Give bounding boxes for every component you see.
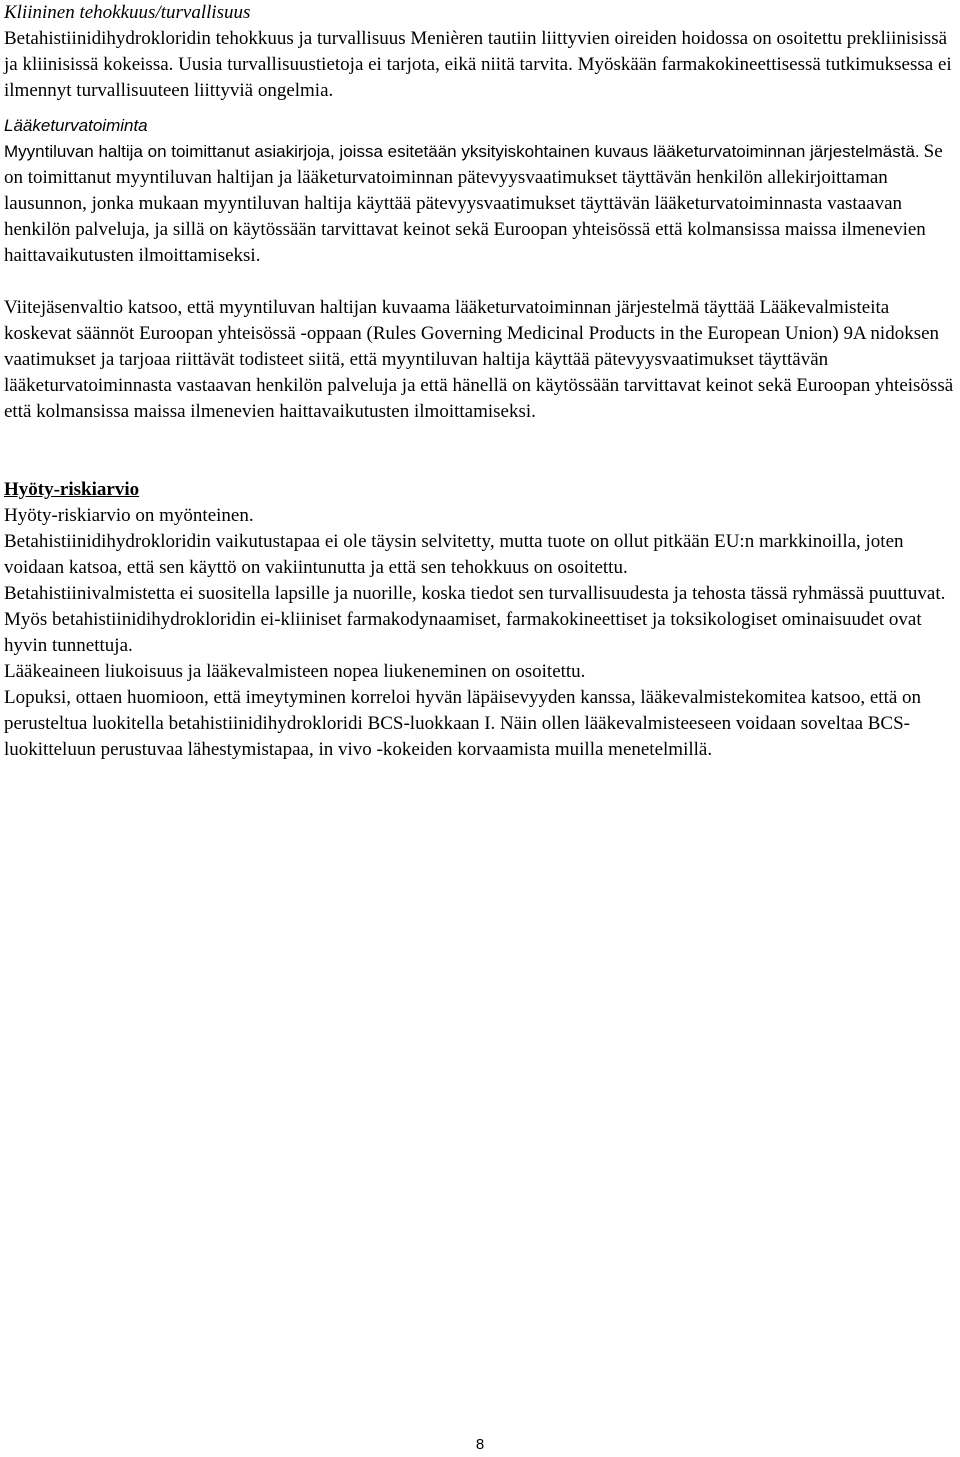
clinical-paragraph: Betahistiinidihydrokloridin tehokkuus ja turvallisuus Menièren tautiin liittyvien oireiden hoidossa on osoitettu prekliinisissä ja kliinisissä kokeissa. Uusia turvallisuustietoja ei tarjota, eikä niitä tarvita. Myöskään farmakokineettisessä tutkimuksessa ei ilmennyt turvallisuuteen liittyviä ongelmia.	[4, 28, 952, 101]
benefit-risk-line: Lääkeaineen liukoisuus ja lääkevalmisteen nopea liukeneminen on osoitettu.	[4, 661, 586, 682]
spacer	[4, 425, 956, 477]
benefit-risk-line: Betahistiinidihydrokloridin vaikutustapaa ei ole täysin selvitetty, mutta tuote on ollut pitkään EU:n markkinoilla, joten voidaan katsoa, että sen käyttö on vakiintunutta ja että sen tehokkuus on osoitettu.	[4, 531, 904, 578]
pharmacovigilance-paragraph	[4, 139, 956, 269]
page-number: 8	[475, 1436, 485, 1453]
benefit-risk-line: Lopuksi, ottaen huomioon, että imeytyminen korreloi hyvän läpäisevyyden kanssa, lääkevalmistekomitea katsoo, että on perusteltua luokitella betahistiinidihydrokloridi BCS-luokkaan I. Näin ollen lääkevalmisteeseen voidaan soveltaa BCS-luokitteluun perustuvaa lähestymistapaa, in vivo -kokeiden korvaamista muilla menetelmillä.	[4, 687, 922, 760]
pharmacovigilance-serif-text: Se on toimittanut myyntiluvan haltijan ja lääketurvatoiminnan pätevyysvaatimukset täyttävän henkilön allekirjoittaman lausunnon, jonka mukaan myyntiluvan haltija käyttää pätevyysvaatimukset täyttävän lääketurvatoiminnasta vastaavan henkilön palveluja, ja sillä on käytössään tarvittavat keinot sekä Euroopan yhteisössä että kolmansissa maissa ilmenevien haittavaikutusten ilmoittamiseksi.	[4, 141, 943, 266]
benefit-risk-line: Betahistiinivalmistetta ei suositella lapsille ja nuorille, koska tiedot sen turvallisuudesta ja tehosta tässä ryhmässä puuttuvat. Myös betahistiinidihydrokloridin ei-kliiniset farmakodynaamiset, farmakokineettiset ja toksikologiset ominaisuudet ovat hyvin tunnettuja.	[4, 583, 946, 656]
pharmacovigilance-heading: Lääketurvatoiminta	[4, 116, 148, 135]
clinical-heading: Kliininen tehokkuus/turvallisuus	[4, 2, 251, 23]
pharmacovigilance-sans-text: Myyntiluvan haltija on toimittanut asiakirjoja, joissa esitetään yksityiskohtainen kuvaus lääketurvatoiminnan järjestelmästä.	[4, 142, 920, 161]
spacer	[4, 269, 956, 295]
benefit-risk-heading: Hyöty-riskiarvio	[4, 479, 140, 500]
benefit-risk-line: Hyöty-riskiarvio on myönteinen.	[4, 505, 254, 526]
spacer	[4, 104, 956, 113]
document-page	[4, 0, 956, 763]
pharmacovigilance-paragraph-2: Viitejäsenvaltio katsoo, että myyntiluvan haltijan kuvaama lääketurvatoiminnan järjestelmä täyttää Lääkevalmisteita koskevat säännöt Euroopan yhteisössä -oppaan (Rules Governing Medicinal Products in the European Union) 9A nidoksen vaatimukset ja tarjoaa riittävät todisteet siitä, että myyntiluvan haltija käyttää pätevyysvaatimukset täyttävän lääketurvatoiminnasta vastaavan henkilön palveluja ja että hänellä on käytössään tarvittavat keinot sekä Euroopan yhteisössä että kolmansissa maissa ilmenevien haittavaikutusten ilmoittamiseksi.	[4, 297, 954, 422]
